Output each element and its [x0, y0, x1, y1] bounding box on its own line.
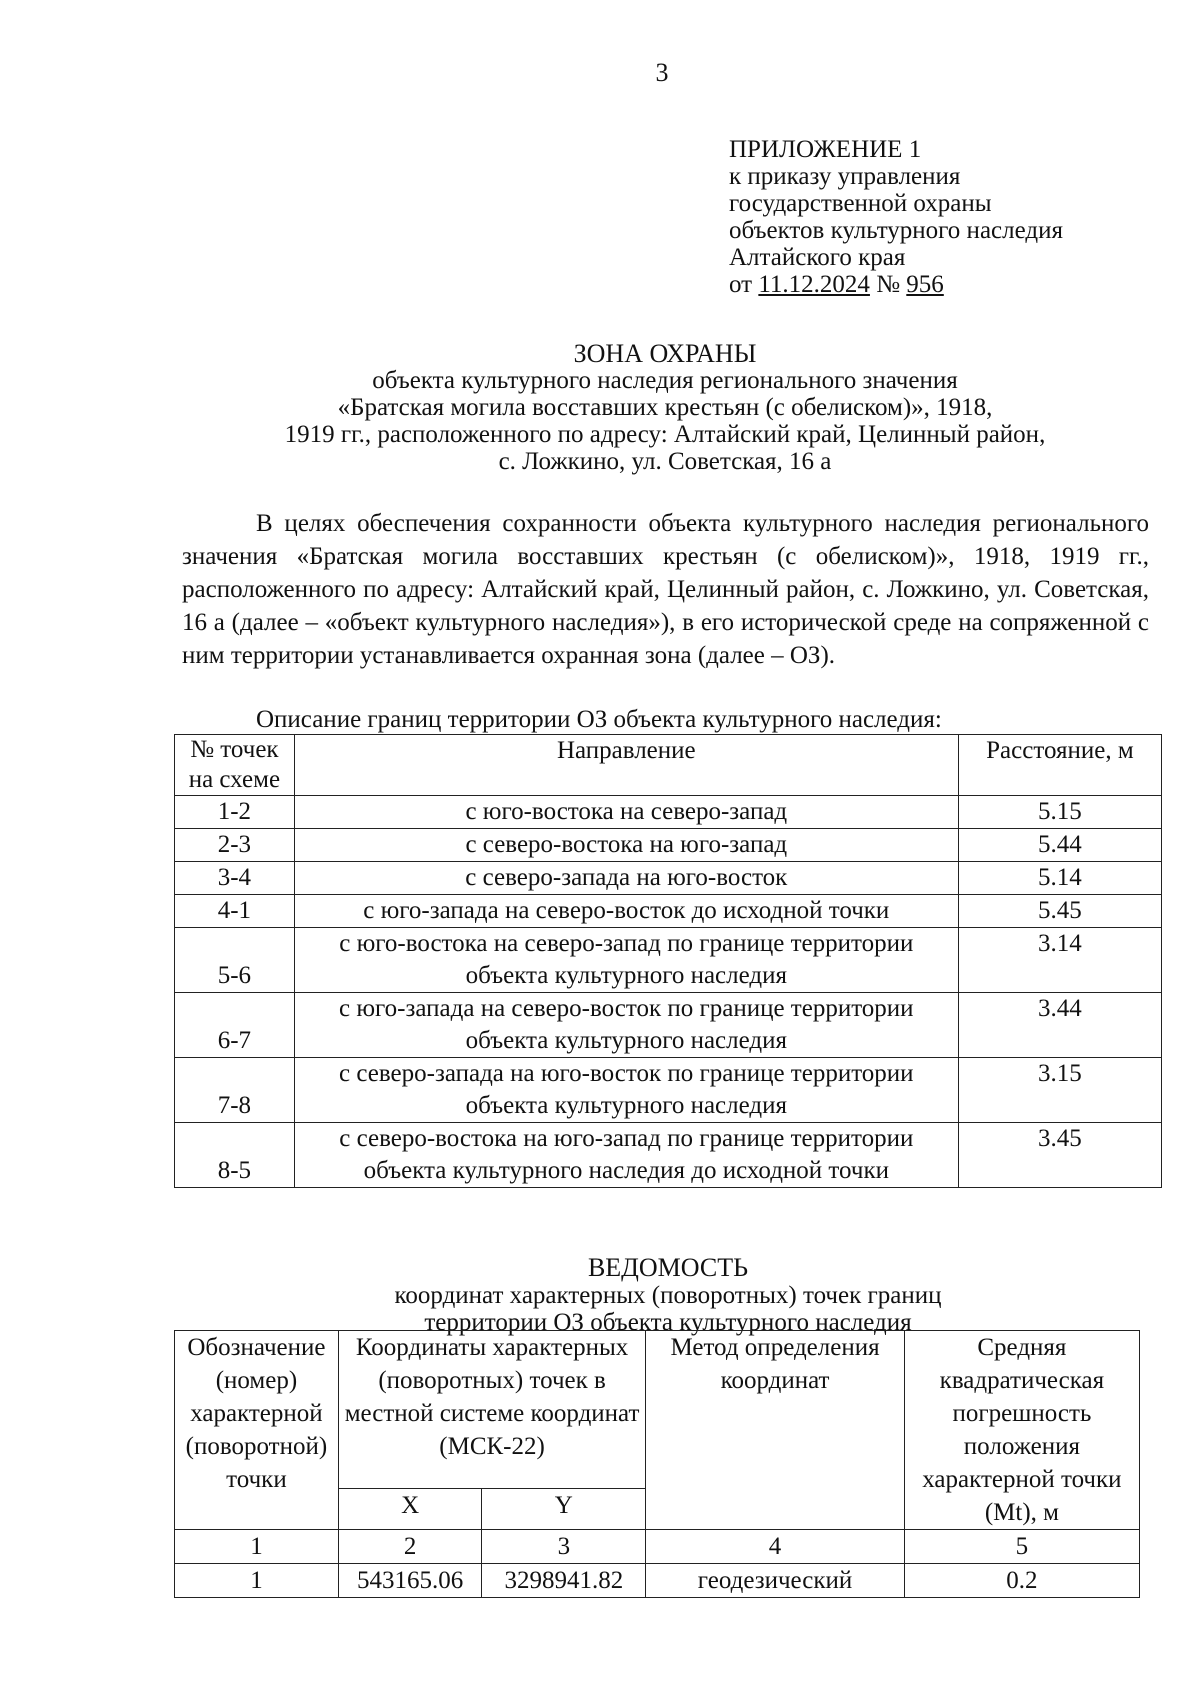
- table-row: [175, 796, 1162, 829]
- column-number: 3: [482, 1530, 646, 1564]
- row-distance: 5.44: [958, 829, 1161, 862]
- header-distance: Расстояние, м: [958, 735, 1161, 796]
- appendix-line: Алтайского края: [729, 244, 906, 271]
- row-method: геодезический: [646, 1564, 905, 1598]
- row-points: 6-7: [175, 993, 295, 1058]
- table-row: [175, 895, 1162, 928]
- boundary-table: [174, 734, 1162, 1188]
- header-method: Метод определения координат: [646, 1331, 905, 1530]
- row-points: 4-1: [175, 895, 295, 928]
- title-line: 1919 гг., расположенного по адресу: Алтайский край, Целинный район,: [284, 421, 1046, 448]
- column-number: 5: [904, 1530, 1139, 1564]
- row-distance: 3.45: [958, 1123, 1161, 1188]
- appendix-line: государственной охраны: [729, 190, 992, 217]
- row-direction: с северо-запада на юго-восток по границе территории объекта культурного наследия: [294, 1058, 958, 1123]
- table-header-row: [175, 735, 1162, 796]
- row-direction: с юго-запада на северо-восток по границе территории объекта культурного наследия: [294, 993, 958, 1058]
- header-y: Y: [482, 1489, 646, 1530]
- appendix-date: 11.12.2024: [758, 271, 870, 298]
- row-points: 5-6: [175, 928, 295, 993]
- row-distance: 3.14: [958, 928, 1161, 993]
- appendix-date-line: [729, 271, 1063, 298]
- page-number: 3: [655, 58, 669, 87]
- column-number: 2: [338, 1530, 482, 1564]
- row-direction: с северо-востока на юго-запад: [294, 829, 958, 862]
- header-coordinates: Координаты характерных (поворотных) точек в местной системе координат (МСК-22): [338, 1331, 645, 1489]
- table-row: [175, 1058, 1162, 1123]
- table-row: [175, 829, 1162, 862]
- appendix-block: [729, 136, 1063, 298]
- row-point: 1: [175, 1564, 339, 1598]
- table-header-row: [175, 1331, 1140, 1489]
- appendix-number-prefix: №: [869, 271, 907, 298]
- title-line: «Братская могила восставших крестьян (с обелиском)», 1918,: [337, 394, 993, 421]
- table-row: [175, 1564, 1140, 1598]
- statement-line: координат характерных (поворотных) точек границ: [394, 1282, 942, 1309]
- table-row: [175, 862, 1162, 895]
- statement-line: территории ОЗ объекта культурного наследия: [424, 1309, 912, 1336]
- row-direction: с северо-запада на юго-восток: [294, 862, 958, 895]
- title-line: с. Ложкино, ул. Советская, 16 а: [498, 448, 832, 475]
- row-direction: с северо-востока на юго-запад по границе территории объекта культурного наследия до исходной точки: [294, 1123, 958, 1188]
- row-distance: 3.44: [958, 993, 1161, 1058]
- header-direction: Направление: [294, 735, 958, 796]
- boundary-caption: Описание границ территории ОЗ объекта культурного наследия:: [256, 706, 942, 733]
- title-line: объекта культурного наследия регионального значения: [372, 367, 958, 394]
- header-x: X: [338, 1489, 482, 1530]
- column-number: 1: [175, 1530, 339, 1564]
- statement-title-block: [174, 1254, 1162, 1336]
- table-row: [175, 993, 1162, 1058]
- row-points: 3-4: [175, 862, 295, 895]
- row-x: 543165.06: [338, 1564, 482, 1598]
- row-error: 0.2: [904, 1564, 1139, 1598]
- row-distance: 3.15: [958, 1058, 1161, 1123]
- table-row: [175, 1123, 1162, 1188]
- appendix-date-prefix: от: [729, 271, 759, 298]
- header-designation: Обозначение (номер) характерной (поворотной) точки: [175, 1331, 339, 1530]
- header-points: № точек на схеме: [175, 735, 295, 796]
- column-numbers-row: [175, 1530, 1140, 1564]
- column-number: 4: [646, 1530, 905, 1564]
- row-points: 8-5: [175, 1123, 295, 1188]
- title-main: ЗОНА ОХРАНЫ: [573, 339, 757, 368]
- row-y: 3298941.82: [482, 1564, 646, 1598]
- appendix-title: ПРИЛОЖЕНИЕ 1: [729, 136, 922, 163]
- appendix-line: объектов культурного наследия: [729, 217, 1063, 244]
- row-points: 2-3: [175, 829, 295, 862]
- row-distance: 5.14: [958, 862, 1161, 895]
- appendix-line: к приказу управления: [729, 163, 961, 190]
- header-error: Средняя квадратическая погрешность положения характерной точки (Mt), м: [904, 1331, 1139, 1530]
- coordinates-table: [174, 1330, 1140, 1598]
- table-row: [175, 928, 1162, 993]
- row-points: 1-2: [175, 796, 295, 829]
- row-direction: с юго-запада на северо-восток до исходной точки: [294, 895, 958, 928]
- document-title: [170, 340, 1160, 475]
- intro-paragraph: В целях обеспечения сохранности объекта культурного наследия регионального значения «Братская могила восставших крестьян (с обелиском)», 1918, 1919 гг., расположенного по адресу: Алтайский край, Целинный район, с. Ложкино, ул. Советская, 16 а (далее – «объект культурного наследия»), в его исторической среде на сопряженной с ним территории устанавливается охранная зона (далее – ОЗ).: [182, 510, 1149, 669]
- appendix-number: 956: [906, 271, 944, 298]
- row-direction: с юго-востока на северо-запад по границе территории объекта культурного наследия: [294, 928, 958, 993]
- statement-title: ВЕДОМОСТЬ: [587, 1253, 749, 1282]
- row-distance: 5.45: [958, 895, 1161, 928]
- row-direction: с юго-востока на северо-запад: [294, 796, 958, 829]
- row-distance: 5.15: [958, 796, 1161, 829]
- row-points: 7-8: [175, 1058, 295, 1123]
